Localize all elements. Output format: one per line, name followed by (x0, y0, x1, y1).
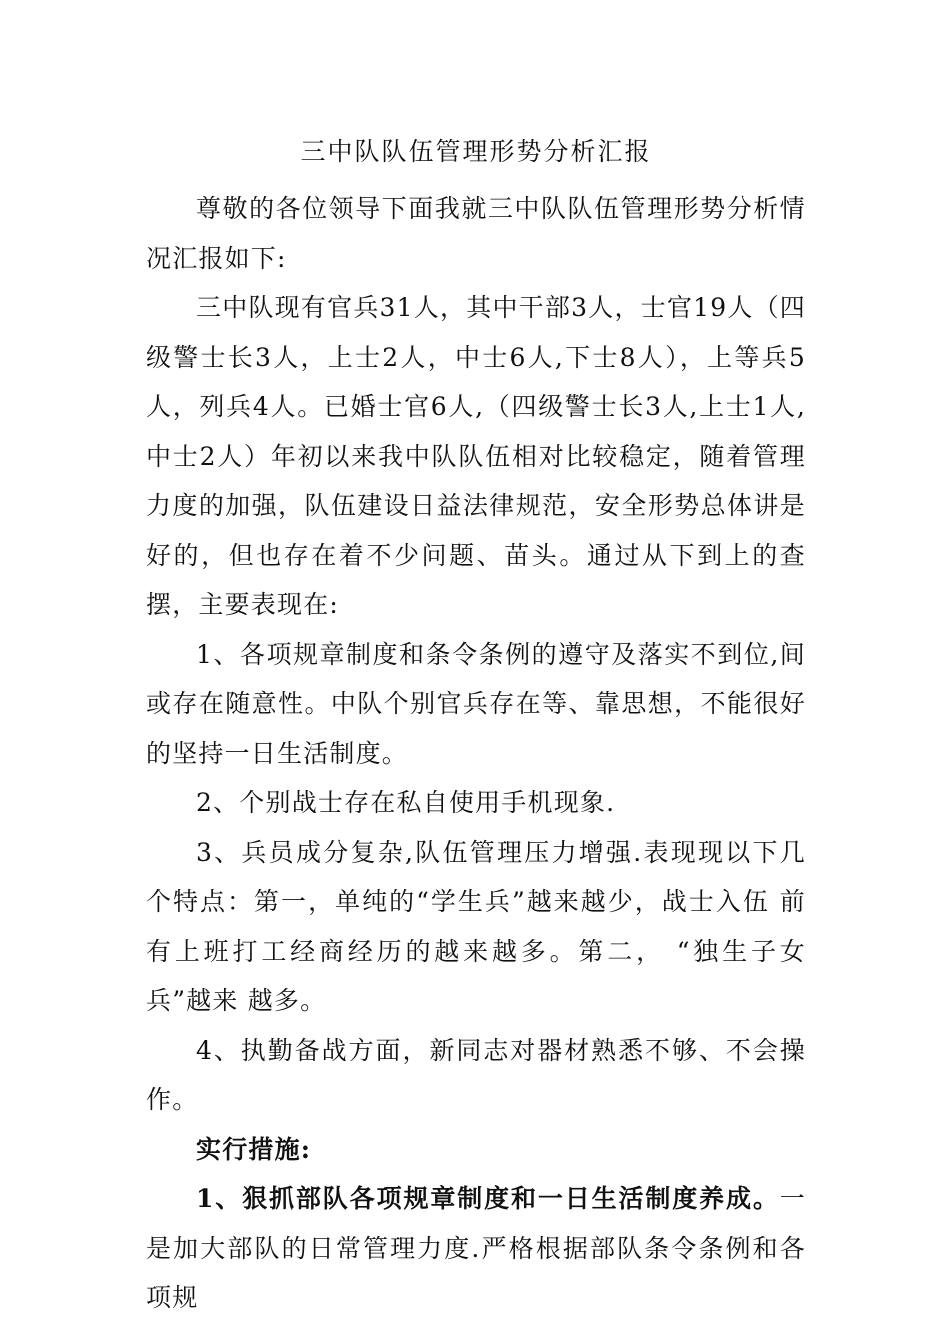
problem-item-4: 4、执勤备战方面，新同志对器材熟悉不够、不会操作。 (146, 1035, 806, 1114)
greeting-paragraph: 尊敬的各位领导下面我就三中队队伍管理形势分析情况汇报如下: (146, 194, 806, 273)
problem-item-1: 1、各项规章制度和条令条例的遵守及落实不到位,间或存在随意性。中队个别官兵存在等、靠思想，不能很好的坚持一日生活制度。 (146, 639, 806, 768)
measure-item-1 (146, 1174, 806, 1323)
document-page (146, 128, 806, 1323)
measure-item-1-heading: 1、狠抓部队各项规章制度和一日生活制度养成。 (196, 1184, 780, 1213)
document-title: 三中队队伍管理形势分析汇报 (300, 137, 652, 166)
measures-heading: 实行措施: (196, 1134, 312, 1164)
intro-paragraph: 三中队现有官兵31人，其中干部3人，士官19人（四级警士长3人，上士2人，中士6人,下士8人），上等兵5人，列兵4人。已婚士官6人,（四级警士长3人,上士1人,中士2人）年初以来我中队队伍相对比较稳定，随着管理力度的加强，队伍建设日益法律规范，安全形势总体讲是好的，但也存在着不少问题、苗头。通过从下到上的查摆，主要表现在: (146, 293, 806, 619)
problem-item-3: 3、兵员成分复杂,队伍管理压力增强.表现现以下几个特点：第一，单纯的“学生兵”越来越少，战士入伍 前有上班打工经商经历的越来越多。第二， “独生子女兵”越来 越多。 (146, 837, 806, 1015)
problem-item-2: 2、个别战士存在私自使用手机现象. (196, 788, 616, 817)
measure-item-1-body: 一是加大部队的日常管理力度.严格根据部队条令条例和各项规 (146, 1184, 806, 1312)
